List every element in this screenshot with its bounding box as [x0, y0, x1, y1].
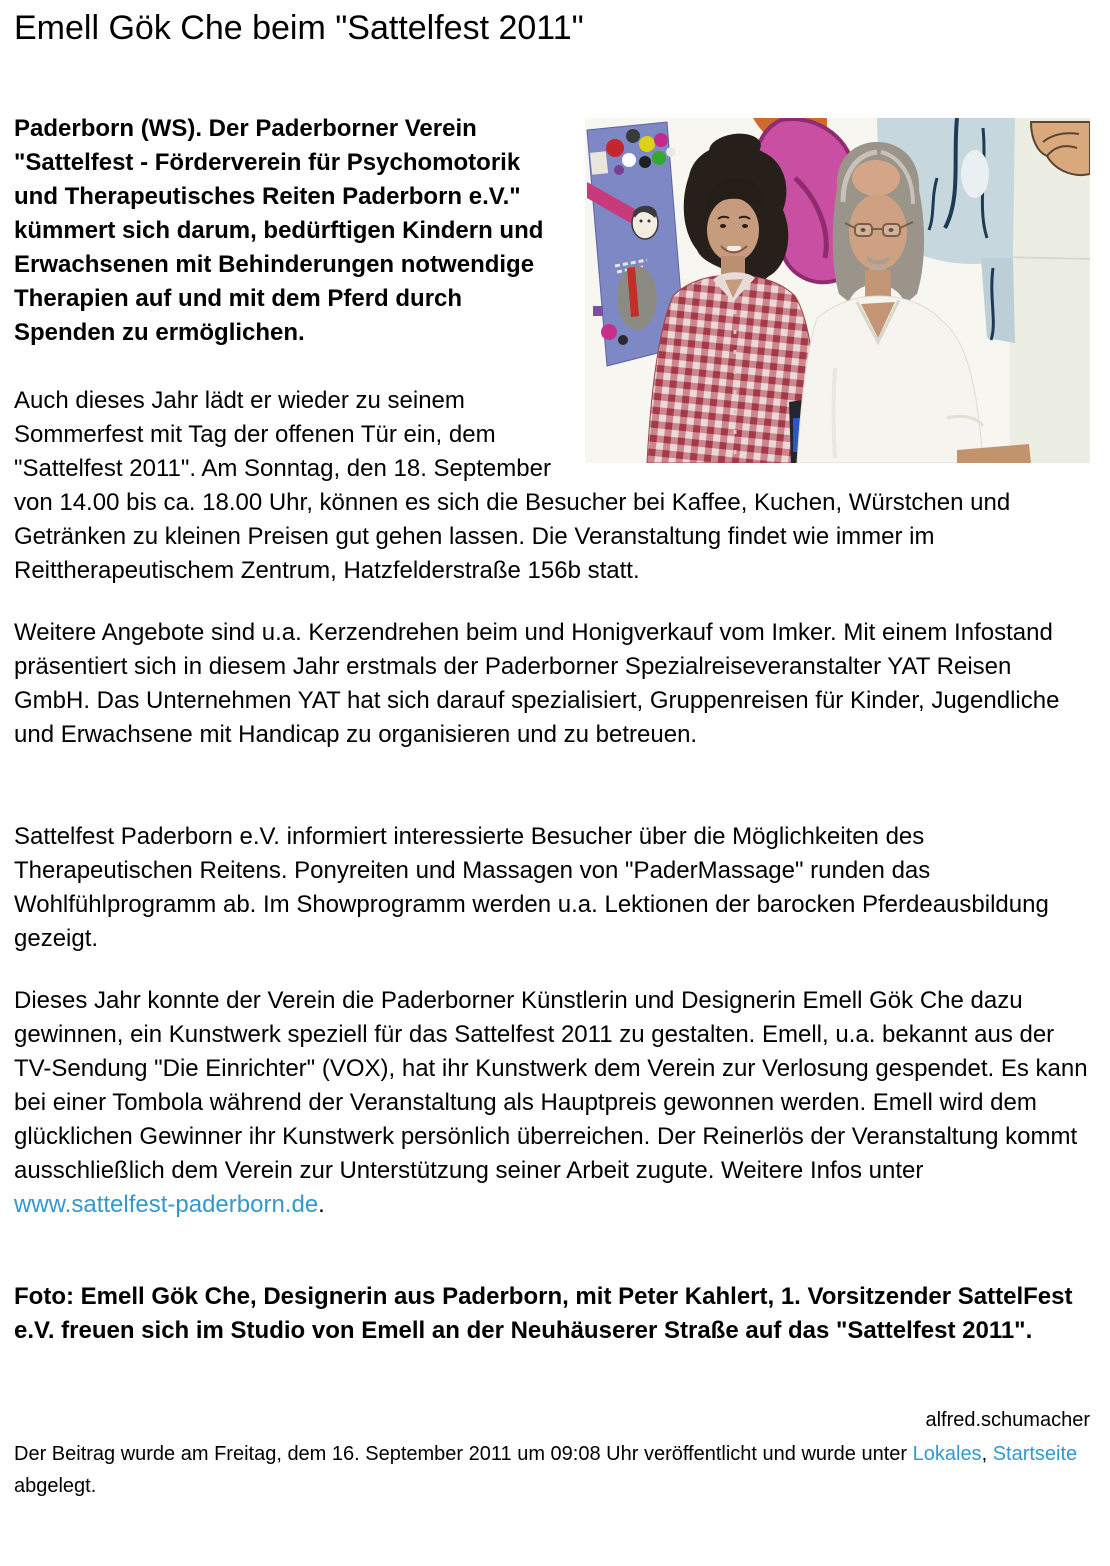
article-body: [14, 112, 1090, 1348]
sattelfest-website-link[interactable]: www.sattelfest-paderborn.de: [14, 1191, 319, 1218]
paragraph-event: Auch dieses Jahr lädt er wieder zu seinem Sommerfest mit Tag der offenen Tür ein, dem "Sattelfest 2011". Am Sonntag, den 18. September von 14.00 bis ca. 18.00 Uhr, können es sich die Besucher bei Kaffee, Kuchen, Würstchen und Getränken zu kleinen Preisen gut gehen lassen. Die Veranstaltung findet wie immer im Reittherapeutischem Zentrum, Hatzfelderstraße 156b statt.: [14, 387, 1011, 584]
paragraph-artist-text: Dieses Jahr konnte der Verein die Paderborner Künstlerin und Designerin Emell Gök Che dazu gewinnen, ein Kunstwerk speziell für das Sattelfest 2011 zu gestalten. Emell, u.a. bekannt aus der TV-Sendung "Die Einrichter" (VOX), hat ihr Kunstwerk dem Verein zur Verlosung gespendet. Es kann bei einer Tombola während der Veranstaltung als Hauptpreis gewonnen werden. Emell wird dem glücklichen Gewinner ihr Kunstwerk persönlich überreichen. Der Reinerlös der Veranstaltung kommt ausschließlich dem Verein zur Unterstützung seiner Arbeit zugute. Weitere Infos unter: [14, 987, 1088, 1184]
paragraph-artist: [14, 984, 1090, 1222]
author-name: alfred.schumacher: [925, 1409, 1090, 1431]
intro-paragraph: Paderborn (WS). Der Paderborner Verein "Sattelfest - Förderverein für Psychomotorik und Therapeutisches Reiten Paderborn e.V." kümmert sich darum, bedürftigen Kindern und Erwachsenen mit Behinderungen notwendige Therapien auf und mit dem Pferd durch Spenden zu ermöglichen.: [14, 115, 544, 346]
footer-meta: [14, 1438, 1090, 1502]
footer: [14, 1404, 1090, 1502]
page-title: Emell Gök Che beim "Sattelfest 2011": [14, 9, 584, 47]
category-link-lokales[interactable]: Lokales: [912, 1443, 982, 1465]
photo-two-people-in-studio: [585, 118, 1090, 463]
article-photo: [585, 118, 1090, 463]
paragraph-program: Sattelfest Paderborn e.V. informiert interessierte Besucher über die Möglichkeiten des Therapeutischen Reitens. Ponyreiten und Massagen von "PaderMassage" runden das Wohlfühlprogramm ab. Im Showprogramm werden u.a. Lektionen der barocken Pferdeausbildung gezeigt.: [14, 823, 1049, 952]
photo-caption: Foto: Emell Gök Che, Designerin aus Paderborn, mit Peter Kahlert, 1. Vorsitzender SattelFest e.V. freuen sich im Studio von Emell an der Neuhäuserer Straße auf das "Sattelfest 2011".: [14, 1283, 1073, 1344]
footer-meta-separator: ,: [981, 1443, 993, 1465]
footer-meta-text: Der Beitrag wurde am Freitag, dem 16. September 2011 um 09:08 Uhr veröffentlicht und wurde unter: [14, 1443, 913, 1465]
paragraph-artist-suffix: .: [318, 1191, 325, 1218]
category-link-startseite[interactable]: Startseite: [992, 1443, 1078, 1465]
footer-meta-posttext: abgelegt.: [14, 1475, 97, 1497]
paragraph-offers: Weitere Angebote sind u.a. Kerzendrehen beim und Honigverkauf vom Imker. Mit einem Infostand präsentiert sich in diesem Jahr erstmals der Paderborner Spezialreiseveranstalter YAT Reisen GmbH. Das Unternehmen YAT hat sich darauf spezialisiert, Gruppenreisen für Kinder, Jugendliche und Erwachsene mit Handicap zu organisieren und zu betreuen.: [14, 619, 1060, 748]
